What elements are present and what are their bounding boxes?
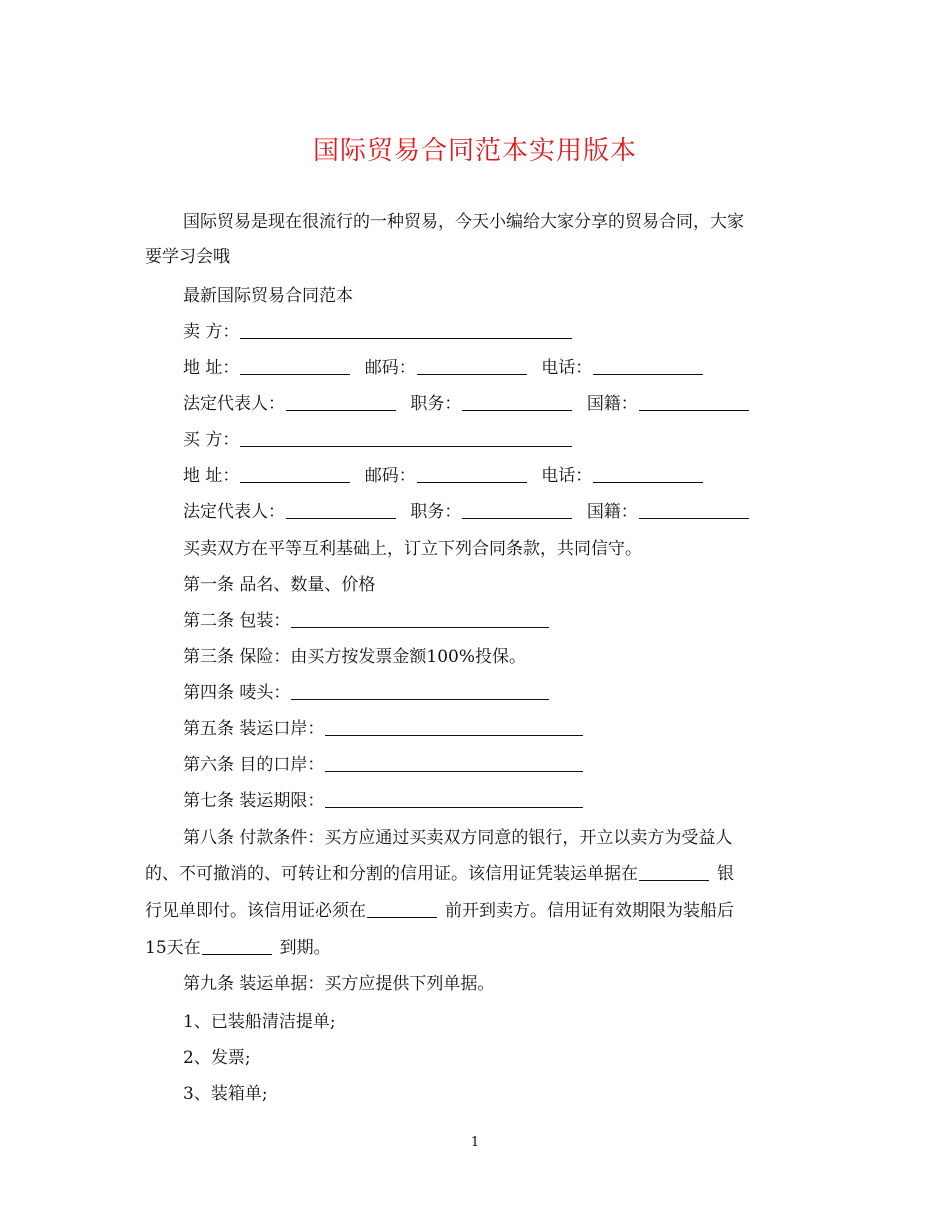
buyer-postcode-blank[interactable] <box>417 464 527 483</box>
article-5-row <box>183 717 584 741</box>
seller-address-label: 地 址： <box>183 358 240 378</box>
article-3: 第三条 保险：由买方按发票金额100%投保。 <box>183 647 527 667</box>
article-6-row <box>183 753 584 777</box>
article-8-line-3 <box>145 899 734 923</box>
article-8-line-4-text: 15天在 <box>145 938 201 958</box>
article-7-label: 第七条 装运期限： <box>183 791 325 811</box>
article-8-line-2-end: 银 <box>717 864 734 884</box>
article-4-label: 第四条 唛头： <box>183 683 291 703</box>
buyer-row <box>183 428 573 452</box>
lc-expiry-place-blank[interactable] <box>202 936 272 955</box>
buyer-nationality-label: 国籍： <box>586 502 638 522</box>
contract-subtitle: 最新国际贸易合同范本 <box>183 286 353 306</box>
shipment-period-blank[interactable] <box>325 789 583 808</box>
article-8-line-2-text: 的、不可撤消的、可转让和分割的信用证。该信用证凭装运单据在 <box>145 864 638 884</box>
loading-port-blank[interactable] <box>325 717 583 736</box>
buyer-rep-blank[interactable] <box>286 500 396 519</box>
seller-address-row <box>183 356 704 380</box>
document-item-2: 2、发票; <box>183 1048 251 1068</box>
article-7-row <box>183 789 584 813</box>
document-item-1: 1、已装船清洁提单; <box>183 1012 336 1032</box>
buyer-postcode-label: 邮码： <box>364 466 416 486</box>
intro-line-2: 要学习会哦 <box>145 247 230 267</box>
buyer-phone-label: 电话： <box>541 466 593 486</box>
seller-phone-label: 电话： <box>541 358 593 378</box>
article-8-line-2 <box>145 862 734 886</box>
packing-blank[interactable] <box>291 609 549 628</box>
seller-rep-label: 法定代表人： <box>183 394 285 414</box>
article-8-line-3-text: 行见单即付。该信用证必须在 <box>145 901 366 921</box>
article-5-label: 第五条 装运口岸： <box>183 719 325 739</box>
article-4-row <box>183 681 550 705</box>
article-8-line-3-end: 前开到卖方。信用证有效期限为装船后 <box>445 901 734 921</box>
article-1: 第一条 品名、数量、价格 <box>183 575 376 595</box>
seller-position-blank[interactable] <box>462 392 572 411</box>
seller-label: 卖 方： <box>183 322 240 342</box>
seller-postcode-label: 邮码： <box>364 358 416 378</box>
buyer-position-label: 职务： <box>410 502 462 522</box>
seller-name-blank[interactable] <box>240 320 572 339</box>
shipping-mark-blank[interactable] <box>291 681 549 700</box>
seller-address-blank[interactable] <box>240 356 350 375</box>
article-2-row <box>183 609 550 633</box>
buyer-address-row <box>183 464 704 488</box>
article-2-label: 第二条 包装： <box>183 611 291 631</box>
seller-position-label: 职务： <box>410 394 462 414</box>
buyer-phone-blank[interactable] <box>593 464 703 483</box>
buyer-name-blank[interactable] <box>240 428 572 447</box>
buyer-address-blank[interactable] <box>240 464 350 483</box>
article-8-line-4-end: 到期。 <box>279 938 331 958</box>
buyer-rep-label: 法定代表人： <box>183 502 285 522</box>
document-title: 国际贸易合同范本实用版本 <box>312 136 637 166</box>
buyer-nationality-blank[interactable] <box>639 500 749 519</box>
article-6-label: 第六条 目的口岸： <box>183 755 325 775</box>
article-8-line-4 <box>145 936 331 960</box>
seller-phone-blank[interactable] <box>593 356 703 375</box>
seller-nationality-blank[interactable] <box>639 392 749 411</box>
buyer-rep-row <box>183 500 750 524</box>
intro-line-1: 国际贸易是现在很流行的一种贸易，今天小编给大家分享的贸易合同，大家 <box>183 212 744 232</box>
lc-bank-blank[interactable] <box>639 862 709 881</box>
seller-row <box>183 320 573 344</box>
seller-postcode-blank[interactable] <box>417 356 527 375</box>
seller-rep-blank[interactable] <box>286 392 396 411</box>
article-9: 第九条 装运单据：买方应提供下列单据。 <box>183 974 495 994</box>
buyer-position-blank[interactable] <box>462 500 572 519</box>
buyer-address-label: 地 址： <box>183 466 240 486</box>
page-number: 1 <box>470 1135 480 1150</box>
destination-port-blank[interactable] <box>325 753 583 772</box>
article-8-line-1: 第八条 付款条件：买方应通过买卖双方同意的银行，开立以卖方为受益人 <box>183 828 733 848</box>
agreement-statement: 买卖双方在平等互利基础上，订立下列合同条款，共同信守。 <box>183 539 642 559</box>
lc-open-date-blank[interactable] <box>367 899 437 918</box>
seller-rep-row <box>183 392 750 416</box>
buyer-label: 买 方： <box>183 430 240 450</box>
seller-nationality-label: 国籍： <box>586 394 638 414</box>
document-item-3: 3、装箱单; <box>183 1084 268 1104</box>
